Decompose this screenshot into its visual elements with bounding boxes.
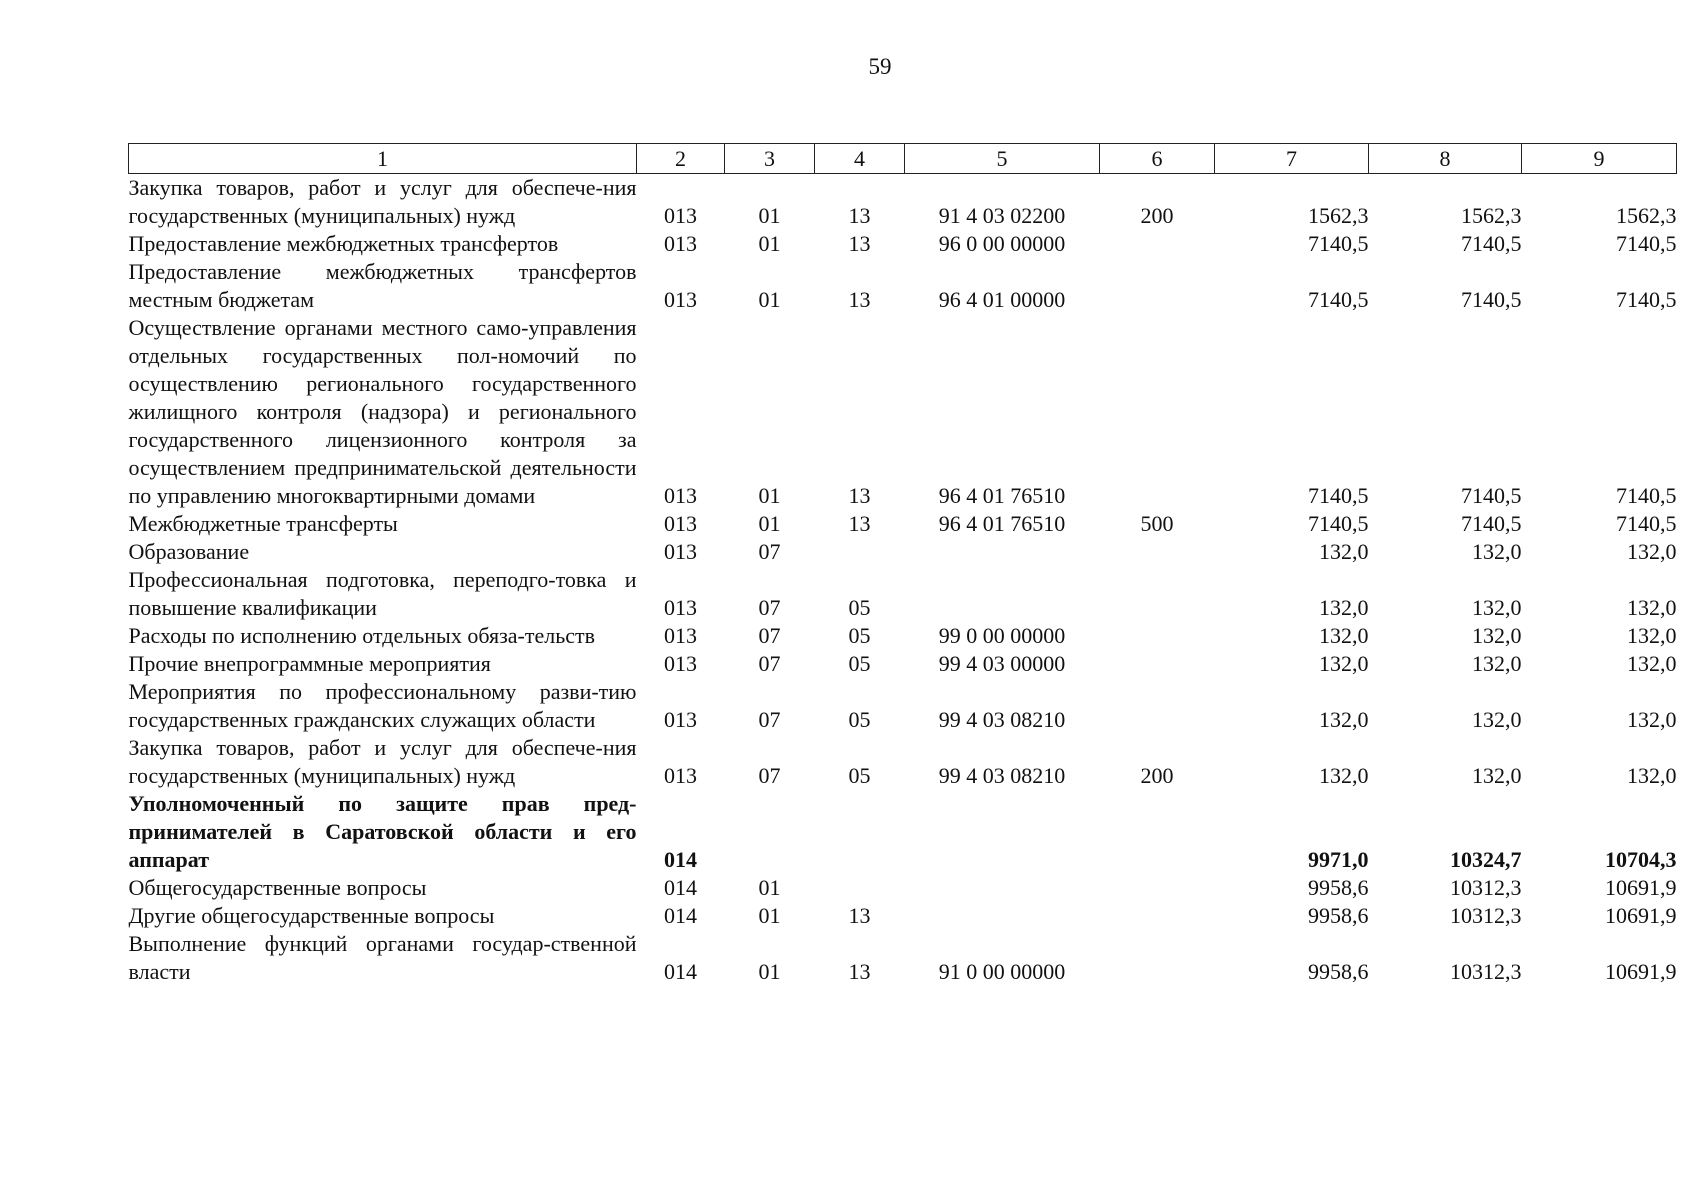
chapter-code-cell: 07 <box>758 707 781 732</box>
amount-cell: 132,0 <box>1319 763 1369 788</box>
expense-type-cell <box>1100 258 1215 314</box>
table-header <box>129 144 1677 174</box>
table-body <box>129 174 1677 987</box>
column-header: 3 <box>725 144 815 174</box>
row-name-cell: Другие общегосударственные вопросы <box>128 903 495 928</box>
amount-cell: 132,0 <box>1319 595 1369 620</box>
budget-table <box>128 143 1677 986</box>
chapter-code-cell: 07 <box>758 763 781 788</box>
amount-cell: 10324,7 <box>1450 847 1522 872</box>
subsection-code-cell: 05 <box>848 707 871 732</box>
amount-cell: 132,0 <box>1319 623 1369 648</box>
chapter-code-cell: 01 <box>758 203 781 228</box>
amount-cell: 10312,3 <box>1450 903 1522 928</box>
table-row <box>129 258 1677 314</box>
expense-type-cell <box>1100 902 1215 930</box>
table-row <box>129 510 1677 538</box>
section-code-cell: 013 <box>664 623 697 648</box>
chapter-code-cell <box>725 790 815 874</box>
target-article-cell <box>905 566 1100 622</box>
page-number: 59 <box>868 54 892 79</box>
row-name-cell: Мероприятия по профессиональному разви-тию государственных гражданских служащих области <box>128 679 637 732</box>
amount-cell: 132,0 <box>1472 763 1522 788</box>
chapter-code-cell: 01 <box>758 959 781 984</box>
target-article-cell: 91 0 00 00000 <box>938 959 1066 984</box>
amount-cell: 7140,5 <box>1461 231 1522 256</box>
amount-cell: 7140,5 <box>1616 511 1677 536</box>
amount-cell: 132,0 <box>1472 539 1522 564</box>
target-article-cell <box>905 902 1100 930</box>
column-header: 7 <box>1215 144 1369 174</box>
target-article-cell <box>905 538 1100 566</box>
chapter-code-cell: 01 <box>758 903 781 928</box>
amount-cell: 10312,3 <box>1450 959 1522 984</box>
chapter-code-cell: 07 <box>758 539 781 564</box>
table-row <box>129 874 1677 902</box>
amount-cell: 132,0 <box>1319 707 1369 732</box>
chapter-code-cell: 07 <box>758 651 781 676</box>
row-name-cell: Осуществление органами местного само-управления отдельных государственных пол-номочий по осуществлению регионального государственного жилищного контроля (надзора) и регионального государственного лицензионного контроля за осуществлением предпринимательской деятельности по управлению многоквартирными домами <box>128 315 637 508</box>
expense-type-cell <box>1100 650 1215 678</box>
amount-cell: 9971,0 <box>1308 847 1369 872</box>
expense-type-cell <box>1100 930 1215 986</box>
row-name-cell: Общегосударственные вопросы <box>128 875 427 900</box>
target-article-cell <box>905 790 1100 874</box>
column-header: 9 <box>1522 144 1677 174</box>
amount-cell: 1562,3 <box>1461 203 1522 228</box>
column-header: 4 <box>815 144 905 174</box>
expense-type-cell <box>1100 314 1215 510</box>
section-code-cell: 013 <box>664 539 697 564</box>
amount-cell: 7140,5 <box>1461 511 1522 536</box>
chapter-code-cell: 01 <box>758 875 781 900</box>
amount-cell: 7140,5 <box>1308 511 1369 536</box>
row-name-cell: Расходы по исполнению отдельных обяза-тельств <box>128 623 596 648</box>
section-code-cell: 013 <box>664 595 697 620</box>
expense-type-cell <box>1100 566 1215 622</box>
subsection-code-cell: 13 <box>848 287 871 312</box>
section-code-cell: 014 <box>664 903 697 928</box>
subsection-code-cell <box>815 538 905 566</box>
table-row <box>129 678 1677 734</box>
amount-cell: 10691,9 <box>1605 959 1677 984</box>
row-name-cell: Профессиональная подготовка, переподго-товка и повышение квалификации <box>128 567 637 620</box>
expense-type-cell <box>1100 622 1215 650</box>
chapter-code-cell: 01 <box>758 511 781 536</box>
table-row <box>129 622 1677 650</box>
subsection-code-cell: 13 <box>848 483 871 508</box>
amount-cell: 132,0 <box>1627 651 1677 676</box>
amount-cell: 7140,5 <box>1461 287 1522 312</box>
amount-cell: 132,0 <box>1627 623 1677 648</box>
target-article-cell: 91 4 03 02200 <box>938 203 1066 228</box>
chapter-code-cell: 01 <box>758 231 781 256</box>
section-code-cell: 013 <box>664 707 697 732</box>
row-name-cell: Предоставление межбюджетных трансфертов местным бюджетам <box>128 259 637 312</box>
table-row <box>129 566 1677 622</box>
amount-cell: 132,0 <box>1472 707 1522 732</box>
section-code-cell: 014 <box>664 959 697 984</box>
row-name-cell: Закупка товаров, работ и услуг для обеспече-ния государственных (муниципальных) нужд <box>128 175 637 228</box>
amount-cell: 10312,3 <box>1450 875 1522 900</box>
amount-cell: 7140,5 <box>1308 483 1369 508</box>
expense-type-cell <box>1100 230 1215 258</box>
row-name-cell: Образование <box>128 539 250 564</box>
amount-cell: 132,0 <box>1472 651 1522 676</box>
subsection-code-cell: 05 <box>848 623 871 648</box>
subsection-code-cell: 05 <box>848 763 871 788</box>
table-row <box>129 314 1677 510</box>
subsection-code-cell: 13 <box>848 203 871 228</box>
section-code-cell: 013 <box>664 763 697 788</box>
amount-cell: 7140,5 <box>1461 483 1522 508</box>
target-article-cell: 96 4 01 00000 <box>938 287 1066 312</box>
amount-cell: 9958,6 <box>1308 875 1369 900</box>
expense-type-cell <box>1100 538 1215 566</box>
row-name-cell: Уполномоченный по защите прав пред-принимателей в Саратовской области и его аппарат <box>128 791 637 872</box>
section-code-cell: 014 <box>664 847 697 872</box>
target-article-cell: 96 4 01 76510 <box>938 483 1066 508</box>
target-article-cell: 96 4 01 76510 <box>938 511 1066 536</box>
amount-cell: 132,0 <box>1627 539 1677 564</box>
amount-cell: 132,0 <box>1472 623 1522 648</box>
target-article-cell: 99 4 03 00000 <box>938 651 1066 676</box>
amount-cell: 132,0 <box>1627 595 1677 620</box>
table-row <box>129 790 1677 874</box>
chapter-code-cell: 01 <box>758 483 781 508</box>
section-code-cell: 013 <box>664 203 697 228</box>
amount-cell: 132,0 <box>1319 651 1369 676</box>
chapter-code-cell: 01 <box>758 287 781 312</box>
expense-type-cell <box>1100 678 1215 734</box>
subsection-code-cell: 13 <box>848 511 871 536</box>
amount-cell: 7140,5 <box>1308 231 1369 256</box>
section-code-cell: 013 <box>664 483 697 508</box>
subsection-code-cell: 05 <box>848 651 871 676</box>
table-row <box>129 902 1677 930</box>
subsection-code-cell: 13 <box>848 959 871 984</box>
target-article-cell: 99 4 03 08210 <box>938 707 1066 732</box>
section-code-cell: 014 <box>664 875 697 900</box>
amount-cell: 7140,5 <box>1616 287 1677 312</box>
amount-cell: 1562,3 <box>1616 203 1677 228</box>
subsection-code-cell <box>815 790 905 874</box>
section-code-cell: 013 <box>664 511 697 536</box>
amount-cell: 7140,5 <box>1616 483 1677 508</box>
table-row <box>129 650 1677 678</box>
amount-cell: 10704,3 <box>1605 847 1677 872</box>
table-row <box>129 174 1677 231</box>
subsection-code-cell <box>815 874 905 902</box>
subsection-code-cell: 13 <box>848 231 871 256</box>
amount-cell: 132,0 <box>1472 595 1522 620</box>
expense-type-cell: 200 <box>1140 203 1174 228</box>
target-article-cell: 96 0 00 00000 <box>938 231 1066 256</box>
subsection-code-cell: 05 <box>848 595 871 620</box>
table-row <box>129 230 1677 258</box>
target-article-cell <box>905 874 1100 902</box>
amount-cell: 132,0 <box>1627 707 1677 732</box>
target-article-cell: 99 4 03 08210 <box>938 763 1066 788</box>
amount-cell: 10691,9 <box>1605 875 1677 900</box>
chapter-code-cell: 07 <box>758 595 781 620</box>
chapter-code-cell: 07 <box>758 623 781 648</box>
table-row <box>129 538 1677 566</box>
amount-cell: 1562,3 <box>1308 203 1369 228</box>
table-row <box>129 734 1677 790</box>
section-code-cell: 013 <box>664 231 697 256</box>
amount-cell: 10691,9 <box>1605 903 1677 928</box>
column-header: 1 <box>129 144 637 174</box>
amount-cell: 9958,6 <box>1308 959 1369 984</box>
row-name-cell: Прочие внепрограммные мероприятия <box>128 651 491 676</box>
header-row <box>129 144 1677 174</box>
row-name-cell: Выполнение функций органами государ-ственной власти <box>128 931 637 984</box>
column-header: 2 <box>637 144 725 174</box>
column-header: 5 <box>905 144 1100 174</box>
amount-cell: 7140,5 <box>1308 287 1369 312</box>
row-name-cell: Предоставление межбюджетных трансфертов <box>128 231 559 256</box>
table-row <box>129 930 1677 986</box>
section-code-cell: 013 <box>664 651 697 676</box>
amount-cell: 132,0 <box>1319 539 1369 564</box>
amount-cell: 9958,6 <box>1308 903 1369 928</box>
subsection-code-cell: 13 <box>848 903 871 928</box>
expense-type-cell: 200 <box>1140 763 1174 788</box>
amount-cell: 7140,5 <box>1616 231 1677 256</box>
amount-cell: 132,0 <box>1627 763 1677 788</box>
expense-type-cell <box>1100 874 1215 902</box>
expense-type-cell: 500 <box>1140 511 1174 536</box>
row-name-cell: Закупка товаров, работ и услуг для обеспече-ния государственных (муниципальных) нужд <box>128 735 637 788</box>
target-article-cell: 99 0 00 00000 <box>938 623 1066 648</box>
section-code-cell: 013 <box>664 287 697 312</box>
column-header: 6 <box>1100 144 1215 174</box>
column-header: 8 <box>1369 144 1522 174</box>
expense-type-cell <box>1100 790 1215 874</box>
row-name-cell: Межбюджетные трансферты <box>128 511 398 536</box>
